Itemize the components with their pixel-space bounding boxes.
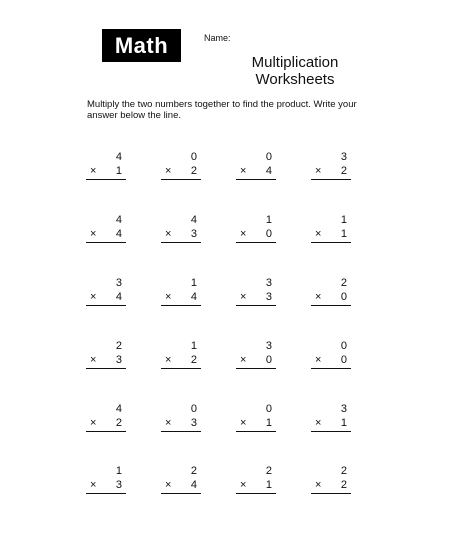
multiplicand: 3 bbox=[265, 277, 272, 289]
problem-1-4 bbox=[311, 150, 351, 180]
multiplicand: 4 bbox=[115, 151, 122, 163]
problem-4-4 bbox=[311, 339, 351, 369]
name-label: Name: bbox=[204, 33, 231, 43]
multiplicand: 1 bbox=[340, 214, 347, 226]
problem-5-2 bbox=[161, 402, 201, 432]
multiplier-row bbox=[236, 227, 276, 243]
problem-2-2 bbox=[161, 213, 201, 243]
times-sign: × bbox=[165, 354, 172, 366]
problem-2-3 bbox=[236, 213, 276, 243]
problem-1-2 bbox=[161, 150, 201, 180]
problem-3-1 bbox=[86, 276, 126, 306]
times-sign: × bbox=[165, 228, 172, 240]
problem-1-1 bbox=[86, 150, 126, 180]
multiplier-row bbox=[161, 164, 201, 180]
problem-4-2 bbox=[161, 339, 201, 369]
problem-3-3 bbox=[236, 276, 276, 306]
multiplier-row bbox=[236, 353, 276, 369]
problem-5-1 bbox=[86, 402, 126, 432]
problem-2-4 bbox=[311, 213, 351, 243]
times-sign: × bbox=[90, 417, 97, 429]
times-sign: × bbox=[315, 417, 322, 429]
multiplicand: 1 bbox=[190, 340, 197, 352]
multiplier-row bbox=[311, 353, 351, 369]
multiplicand: 0 bbox=[265, 151, 272, 163]
problem-4-3 bbox=[236, 339, 276, 369]
times-sign: × bbox=[315, 165, 322, 177]
multiplier-row bbox=[86, 416, 126, 432]
multiplicand: 0 bbox=[190, 151, 197, 163]
multiplicand: 1 bbox=[190, 277, 197, 289]
math-logo: Math bbox=[102, 29, 181, 62]
multiplier-row bbox=[86, 290, 126, 306]
instructions bbox=[87, 99, 387, 121]
multiplier: 2 bbox=[190, 354, 197, 366]
times-sign: × bbox=[240, 479, 247, 491]
multiplier-row bbox=[311, 164, 351, 180]
multiplier: 2 bbox=[115, 417, 122, 429]
times-sign: × bbox=[240, 291, 247, 303]
multiplicand: 0 bbox=[190, 403, 197, 415]
times-sign: × bbox=[315, 228, 322, 240]
multiplier: 3 bbox=[115, 354, 122, 366]
worksheet-title bbox=[200, 54, 390, 88]
multiplicand: 3 bbox=[340, 403, 347, 415]
multiplicand: 3 bbox=[265, 340, 272, 352]
multiplier: 1 bbox=[340, 228, 347, 240]
multiplier: 2 bbox=[340, 479, 347, 491]
multiplier: 4 bbox=[190, 479, 197, 491]
multiplier-row bbox=[86, 227, 126, 243]
multiplier: 4 bbox=[265, 165, 272, 177]
times-sign: × bbox=[165, 417, 172, 429]
multiplier: 1 bbox=[340, 417, 347, 429]
multiplicand: 3 bbox=[115, 277, 122, 289]
times-sign: × bbox=[165, 165, 172, 177]
multiplier: 0 bbox=[340, 291, 347, 303]
multiplicand: 2 bbox=[265, 465, 272, 477]
multiplier: 3 bbox=[190, 417, 197, 429]
multiplicand: 0 bbox=[340, 340, 347, 352]
multiplier-row bbox=[311, 227, 351, 243]
times-sign: × bbox=[90, 291, 97, 303]
multiplier-row bbox=[236, 478, 276, 494]
times-sign: × bbox=[90, 228, 97, 240]
multiplier: 0 bbox=[265, 354, 272, 366]
multiplier-row bbox=[161, 416, 201, 432]
multiplier-row bbox=[86, 164, 126, 180]
times-sign: × bbox=[90, 354, 97, 366]
multiplier: 4 bbox=[190, 291, 197, 303]
multiplier: 2 bbox=[340, 165, 347, 177]
multiplier: 3 bbox=[190, 228, 197, 240]
multiplicand: 2 bbox=[340, 465, 347, 477]
problem-2-1 bbox=[86, 213, 126, 243]
multiplier-row bbox=[311, 290, 351, 306]
multiplicand: 4 bbox=[190, 214, 197, 226]
multiplicand: 1 bbox=[265, 214, 272, 226]
problem-1-3 bbox=[236, 150, 276, 180]
multiplier-row bbox=[161, 353, 201, 369]
multiplier: 1 bbox=[115, 165, 122, 177]
instructions-line-1: Multiply the two numbers together to find the product. Write your bbox=[87, 99, 357, 110]
times-sign: × bbox=[240, 354, 247, 366]
problem-3-4 bbox=[311, 276, 351, 306]
problem-6-1 bbox=[86, 464, 126, 494]
problem-6-2 bbox=[161, 464, 201, 494]
multiplicand: 3 bbox=[340, 151, 347, 163]
multiplicand: 4 bbox=[115, 403, 122, 415]
multiplier: 4 bbox=[115, 291, 122, 303]
multiplicand: 4 bbox=[115, 214, 122, 226]
multiplicand: 1 bbox=[115, 465, 122, 477]
multiplier-row bbox=[311, 478, 351, 494]
multiplier: 1 bbox=[265, 479, 272, 491]
problem-3-2 bbox=[161, 276, 201, 306]
times-sign: × bbox=[315, 354, 322, 366]
times-sign: × bbox=[165, 291, 172, 303]
multiplicand: 0 bbox=[265, 403, 272, 415]
multiplicand: 2 bbox=[115, 340, 122, 352]
multiplier: 0 bbox=[265, 228, 272, 240]
multiplier: 0 bbox=[340, 354, 347, 366]
times-sign: × bbox=[240, 417, 247, 429]
multiplier-row bbox=[161, 478, 201, 494]
problem-5-4 bbox=[311, 402, 351, 432]
multiplicand: 2 bbox=[190, 465, 197, 477]
multiplier-row bbox=[86, 478, 126, 494]
problem-6-3 bbox=[236, 464, 276, 494]
times-sign: × bbox=[315, 479, 322, 491]
multiplier: 3 bbox=[115, 479, 122, 491]
times-sign: × bbox=[90, 479, 97, 491]
multiplicand: 2 bbox=[340, 277, 347, 289]
instructions-line-2: answer below the line. bbox=[87, 110, 181, 121]
problem-6-4 bbox=[311, 464, 351, 494]
problem-4-1 bbox=[86, 339, 126, 369]
times-sign: × bbox=[240, 165, 247, 177]
multiplier: 1 bbox=[265, 417, 272, 429]
multiplier-row bbox=[161, 290, 201, 306]
multiplier-row bbox=[236, 164, 276, 180]
multiplier-row bbox=[236, 416, 276, 432]
title-line-1: Multiplication bbox=[251, 54, 339, 71]
multiplier-row bbox=[86, 353, 126, 369]
problem-5-3 bbox=[236, 402, 276, 432]
multiplier: 3 bbox=[265, 291, 272, 303]
times-sign: × bbox=[315, 291, 322, 303]
multiplier: 4 bbox=[115, 228, 122, 240]
multiplier: 2 bbox=[190, 165, 197, 177]
multiplier-row bbox=[236, 290, 276, 306]
times-sign: × bbox=[165, 479, 172, 491]
times-sign: × bbox=[90, 165, 97, 177]
title-line-2: Worksheets bbox=[255, 71, 335, 88]
multiplier-row bbox=[161, 227, 201, 243]
multiplier-row bbox=[311, 416, 351, 432]
times-sign: × bbox=[240, 228, 247, 240]
